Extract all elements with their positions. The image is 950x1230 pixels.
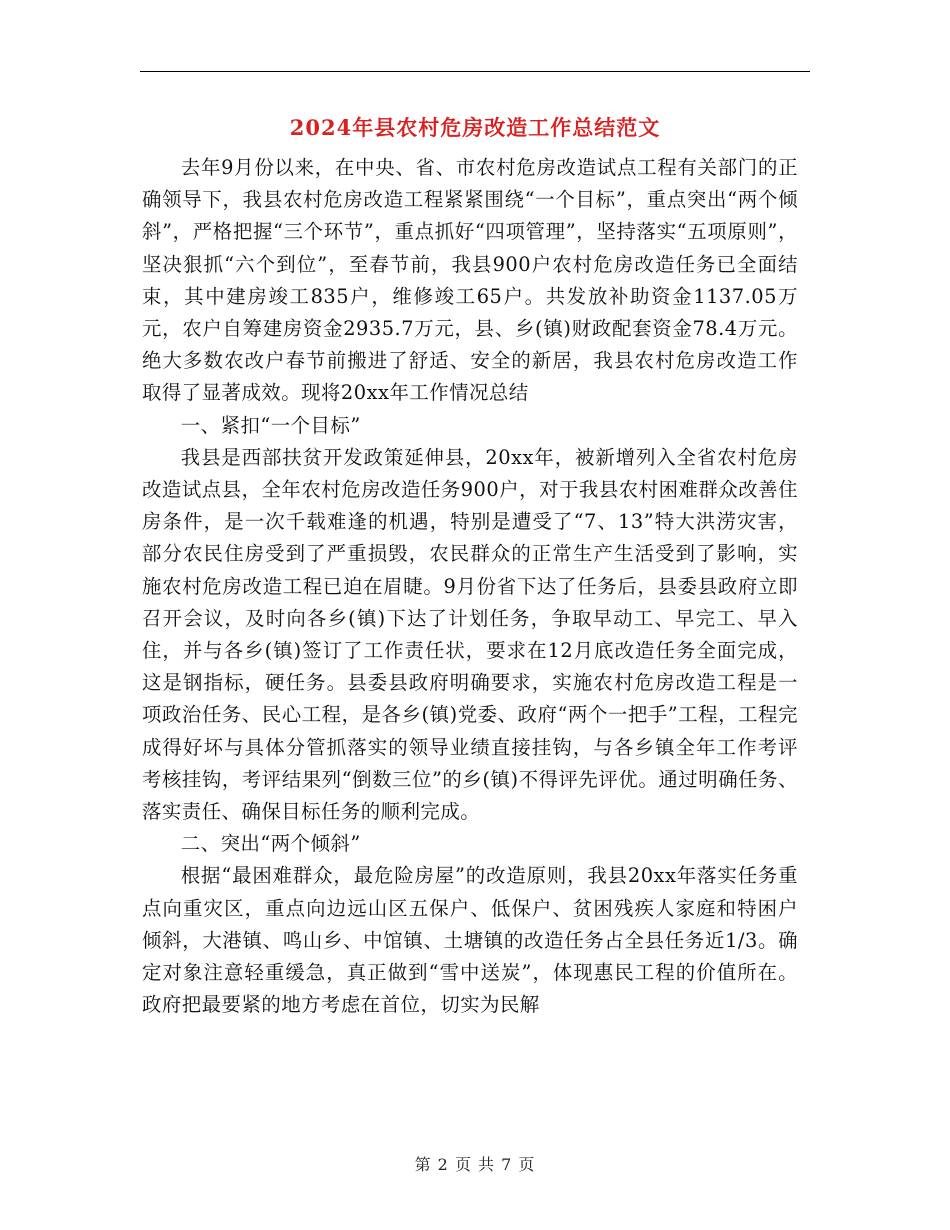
- paragraph-intro: 去年9月份以来，在中央、省、市农村危房改造试点工程有关部门的正确领导下，我县农村危房改造工程紧紧围绕“一个目标”，重点突出“两个倾斜”，严格把握“三个环节”，重点抓好“四项管理”，坚持落实“五项原则”，坚决狠抓“六个到位”，至春节前，我县900户农村危房改造任务已全面结束，其中建房竣工835户，维修竣工65户。共发放补助资金1137.05万元，农户自筹建房资金2935.7万元，县、乡(镇)财政配套资金78.4万元。绝大多数农改户春节前搬进了舒适、安全的新居，我县农村危房改造工作取得了显著成效。现将20xx年工作情况总结: [142, 156, 798, 405]
- paragraph-section-2: 根据“最困难群众，最危险房屋”的改造原则，我县20xx年落实任务重点向重灾区，重点向边远山区五保户、低保户、贫困残疾人家庭和特困户倾斜，大港镇、鸣山乡、中馆镇、土塘镇的改造任务占全县任务近1/3。确定对象注意轻重缓急，真正做到“雪中送炭”，体现惠民工程的价值所在。政府把最要紧的地方考虑在首位，切实为民解: [142, 864, 798, 1017]
- document-title: 2024年县农村危房改造工作总结范文: [289, 115, 661, 140]
- header-rule: [140, 71, 810, 72]
- section-heading-1: 一、紧扣“一个目标”: [180, 413, 361, 437]
- page-footer: [0, 1152, 950, 1175]
- paragraph-section-1: 我县是西部扶贫开发政策延伸县，20xx年，被新增列入全省农村危房改造试点县，全年农村危房改造任务900户，对于我县农村困难群众改善住房条件，是一次千载难逢的机遇，特别是遭受了“7、13”特大洪涝灾害，部分农民住房受到了严重损毁，农民群众的正常生产生活受到了影响，实施农村危房改造工程已迫在眉睫。9月份省下达了任务后，县委县政府立即召开会议，及时向各乡(镇)下达了计划任务，争取早动工、早完工、早入住，并与各乡(镇)签订了工作责任状，要求在12月底改造任务全面完成，这是钢指标，硬任务。县委县政府明确要求，实施农村危房改造工程是一项政治任务、民心工程，是各乡(镇)党委、政府“两个一把手”工程，工程完成得好坏与具体分管抓落实的领导业绩直接挂钩，与各乡镇全年工作考评考核挂钩，考评结果列“倒数三位”的乡(镇)不得评先评优。通过明确任务、落实责任、确保目标任务的顺利完成。: [142, 445, 798, 824]
- document-body: [142, 152, 798, 1021]
- section-heading-2: 二、突出“两个倾斜”: [180, 832, 361, 856]
- page-number: 第 2 页 共 7 页: [414, 1155, 536, 1174]
